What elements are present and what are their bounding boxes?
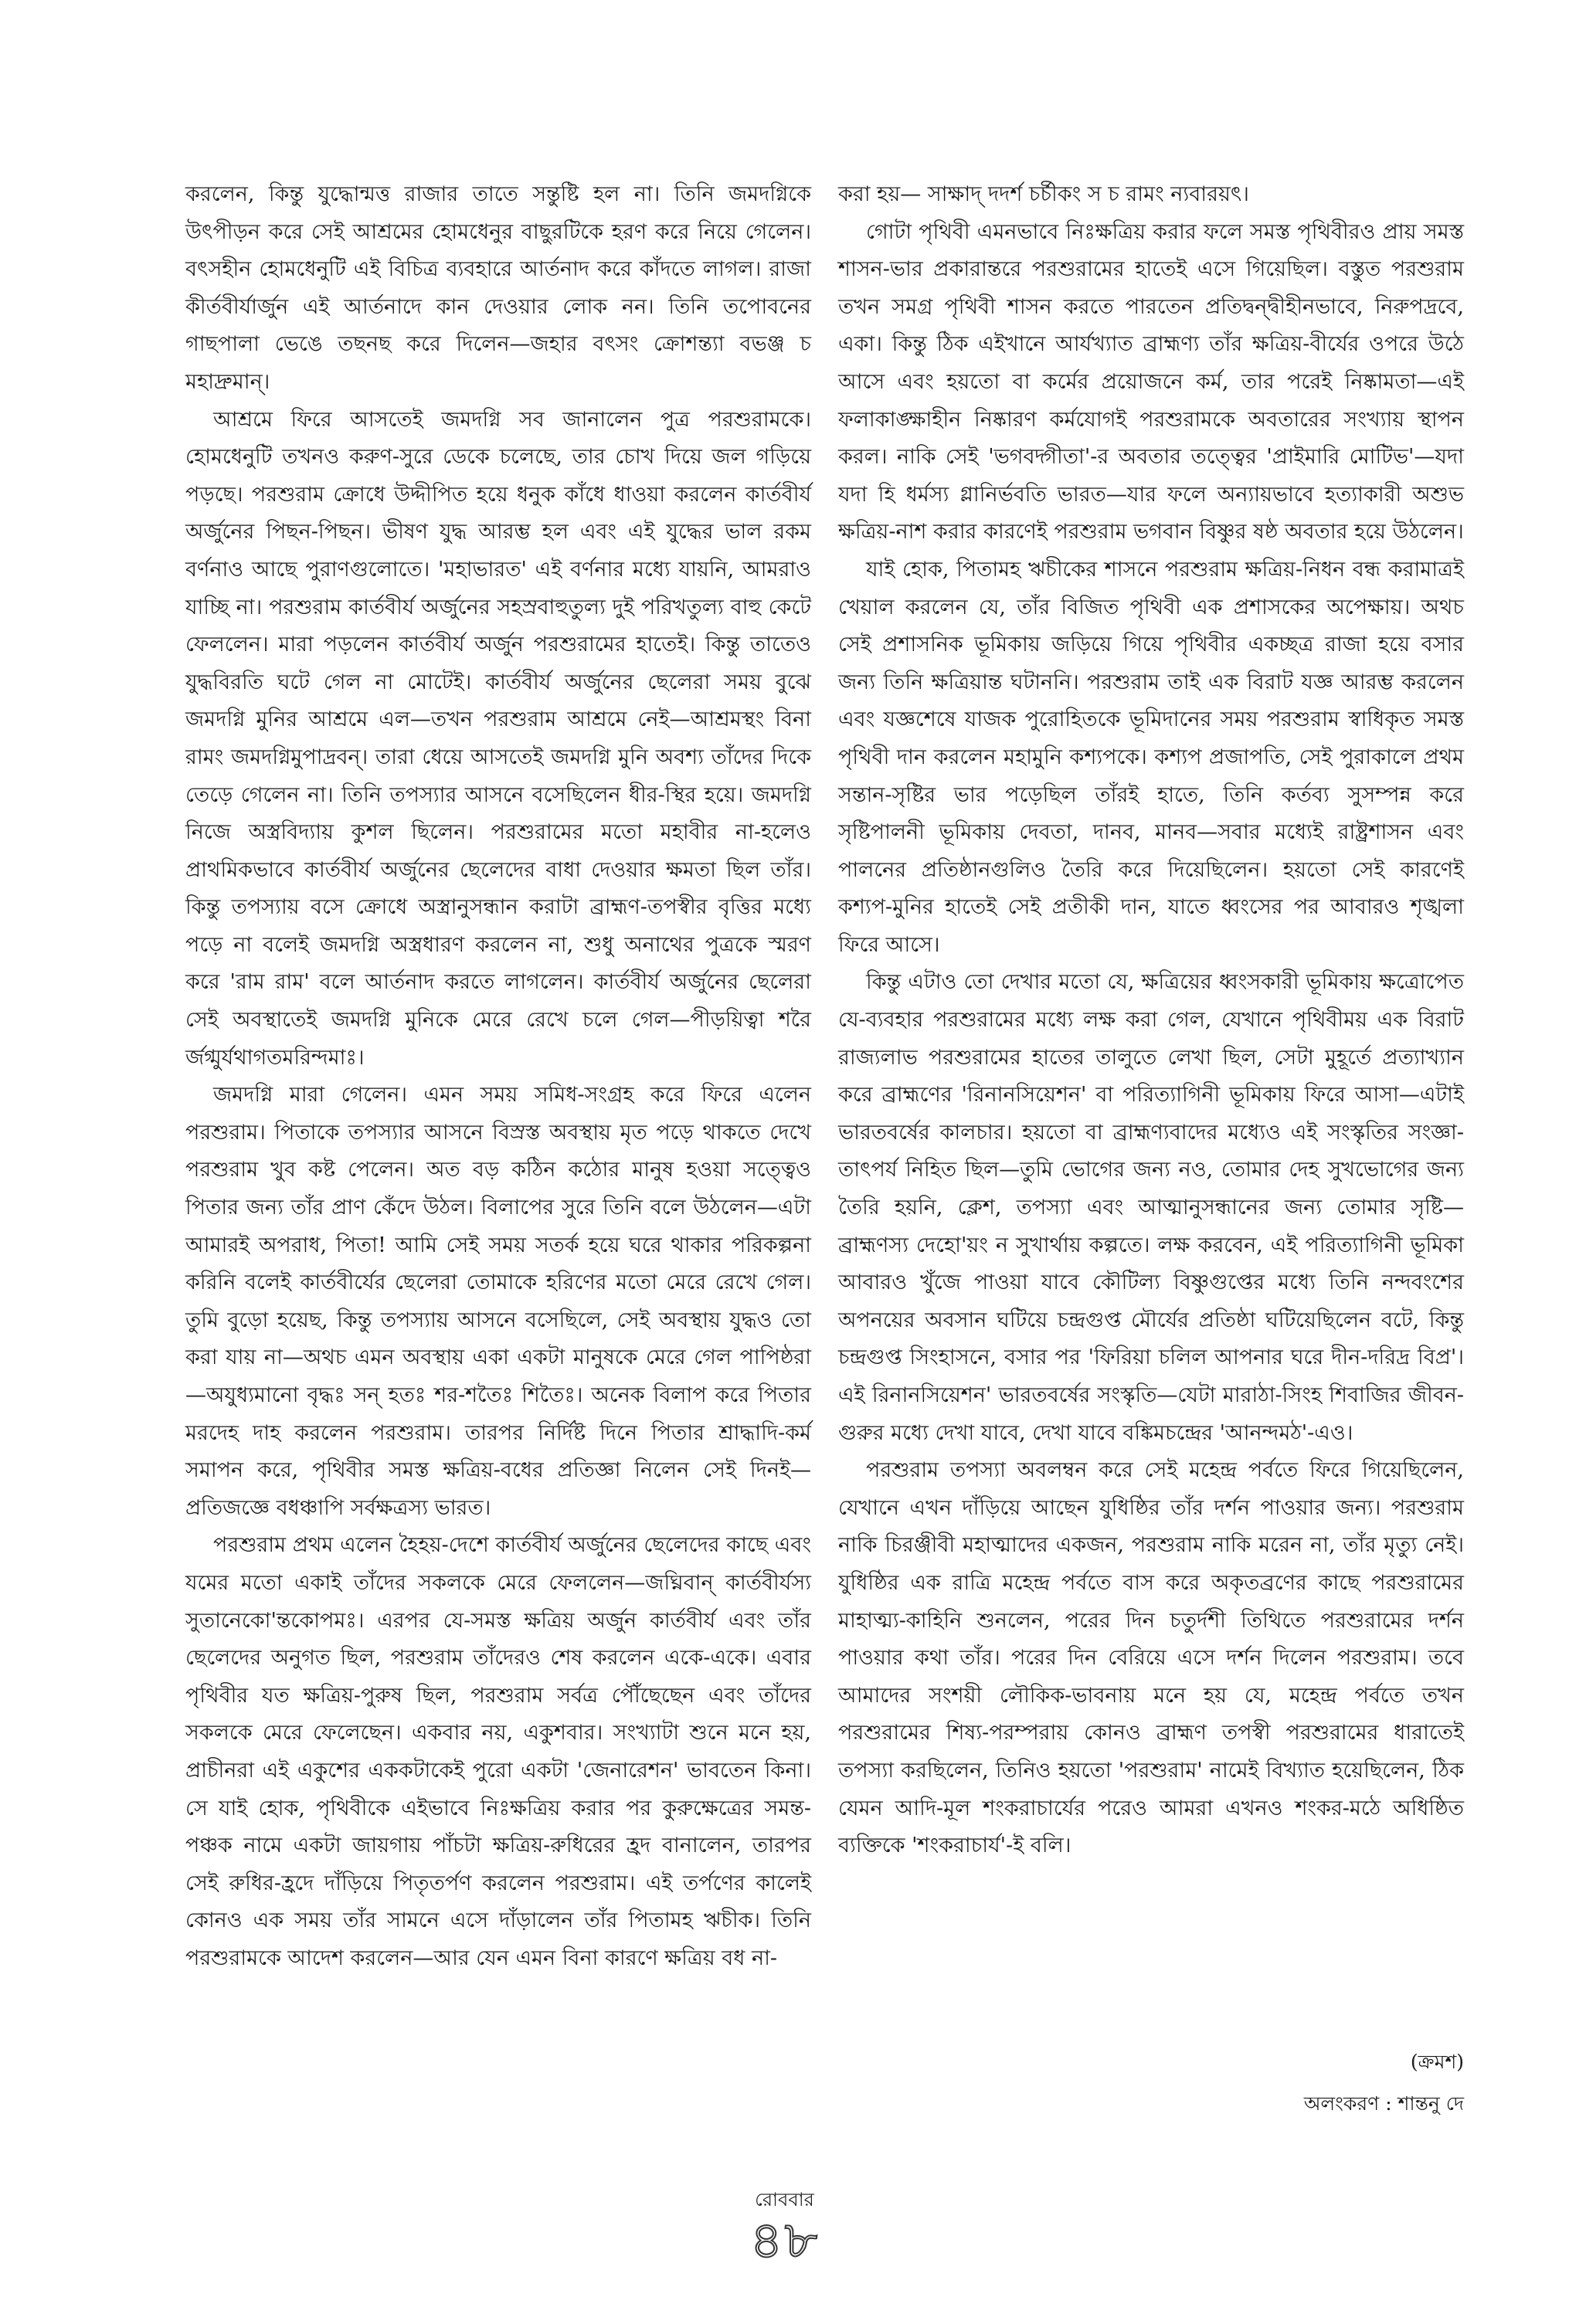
left-column	[185, 176, 811, 1978]
paragraph: করলেন, কিন্তু যুদ্ধোন্মত্ত রাজার তাতে সন্তুষ্টি হল না। তিনি জমদগ্নিকে উৎপীড়ন করে সেই আশ্রমের হোমধেনুর বাছুরটিকে হরণ করে নিয়ে গেলেন। বৎসহীন হোমধেনুটি এই বিচিত্র ব্যবহারে আর্তনাদ করে কাঁদতে লাগল। রাজা কীর্তবীর্যার্জুন এই আর্তনাদে কান দেওয়ার লোক নন। তিনি তপোবনের গাছপালা ভেঙে তছনছ করে দিলেন—জহার বৎসং ক্রোশন্ত্যা বভঞ্জ চ মহাদ্রুমান্।	[185, 182, 811, 394]
paragraph: যাই হোক, পিতামহ ঋচীকের শাসনে পরশুরাম ক্ষত্রিয়-নিধন বন্ধ করামাত্রই খেয়াল করলেন যে, তাঁর বিজিত পৃথিবী এক প্রশাসকের অপেক্ষায়। অথচ সেই প্রশাসনিক ভূমিকায় জড়িয়ে গিয়ে পৃথিবীর একচ্ছত্র রাজা হয়ে বসার জন্য তিনি ক্ষত্রিয়ান্ত ঘটাননি। পরশুরাম তাই এক বিরাট যজ্ঞ আরম্ভ করলেন এবং যজ্ঞশেষে যাজক পুরোহিতকে ভূমিদানের সময় পরশুরাম স্বাধিকৃত সমস্ত পৃথিবী দান করলেন মহামুনি কশ্যপকে। কশ্যপ প্রজাপতি, সেই পুরাকালে প্রথম সন্তান-সৃষ্টির ভার পড়েছিল তাঁরই হাতে, তিনি কর্তব্য সুসম্পন্ন করে সৃষ্টিপালনী ভূমিকায় দেবতা, দানব, মানব—সবার মধ্যেই রাষ্ট্রশাসন এবং পালনের প্রতিষ্ঠানগুলিও তৈরি করে দিয়েছিলেন। হয়তো সেই কারণেই কশ্যপ-মুনির হাতেই সেই প্রতীকী দান, যাতে ধ্বংসের পর আবারও শৃঙ্খলা ফিরে আসে।	[838, 557, 1464, 957]
magazine-name: রোববার	[755, 2189, 814, 2210]
page-number: ৪৮	[749, 2210, 820, 2270]
paragraph: পরশুরাম তপস্যা অবলম্বন করে সেই মহেন্দ্র পর্বতে ফিরে গিয়েছিলেন, যেখানে এখন দাঁড়িয়ে আছেন যুধিষ্ঠির তাঁর দর্শন পাওয়ার জন্য। পরশুরাম নাকি চিরঞ্জীবী মহাত্মাদের একজন, পরশুরাম নাকি মরেন না, তাঁর মৃত্যু নেই। যুধিষ্ঠির এক রাত্রি মহেন্দ্র পর্বতে বাস করে অকৃতব্রণের কাছে পরশুরামের মাহাত্ম্য-কাহিনি শুনলেন, পরের দিন চতুর্দশী তিথিতে পরশুরামের দর্শন পাওয়ার কথা তাঁর। পরের দিন বেরিয়ে এসে দর্শন দিলেন পরশুরাম। তবে আমাদের সংশয়ী লৌকিক-ভাবনায় মনে হয় যে, মহেন্দ্র পর্বতে তখন পরশুরামের শিষ্য-পরম্পরায় কোনও ব্রাহ্মণ তপস্বী পরশুরামের ধারাতেই তপস্যা করছিলেন, তিনিও হয়তো 'পরশুরাম' নামেই বিখ্যাত হয়েছিলেন, ঠিক যেমন আদি-মূল শংকরাচার্যের পরেও আমরা এখনও শংকর-মঠে অধিষ্ঠিত ব্যক্তিকে 'শংকরাচার্য'-ই বলি।	[838, 1458, 1464, 1858]
illustration-credit: অলংকরণ : শান্তনু দে	[1303, 2092, 1464, 2115]
page-footer	[0, 2186, 1569, 2268]
paragraph: পরশুরাম প্রথম এলেন হৈহয়-দেশে কার্তবীর্য অর্জুনের ছেলেদের কাছে এবং যমের মতো একাই তাঁদের সকলকে মেরে ফেললেন—জঘ্নিবান্ কার্তবীর্যস্য সুতানেকো'ন্তকোপমঃ। এরপর যে-সমস্ত ক্ষত্রিয় অর্জুন কার্তবীর্য এবং তাঁর ছেলেদের অনুগত ছিল, পরশুরাম তাঁদেরও শেষ করলেন একে-একে। এবার পৃথিবীর যত ক্ষত্রিয়-পুরুষ ছিল, পরশুরাম সর্বত্র পৌঁছেছেন এবং তাঁদের সকলকে মেরে ফেলেছেন। একবার নয়, একুশবার। সংখ্যাটা শুনে মনে হয়, প্রাচীনরা এই একুশের এককটাকেই পুরো একটা 'জেনারেশন' ভাবতেন কিনা। সে যাই হোক, পৃথিবীকে এইভাবে নিঃক্ষত্রিয় করার পর কুরুক্ষেত্রের সমন্ত-পঞ্চক নামে একটা জায়গায় পাঁচটা ক্ষত্রিয়-রুধিরের হ্রদ বানালেন, তারপর সেই রুধির-হ্রদে দাঁড়িয়ে পিতৃতর্পণ করলেন পরশুরাম। এই তর্পণের কালেই কোনও এক সময় তাঁর সামনে এসে দাঁড়ালেন তাঁর পিতামহ ঋচীক। তিনি পরশুরামকে আদেশ করলেন—আর যেন এমন বিনা কারণে ক্ষত্রিয় বধ না-	[185, 1533, 811, 1970]
paragraph: জমদগ্নি মারা গেলেন। এমন সময় সমিধ-সংগ্রহ করে ফিরে এলেন পরশুরাম। পিতাকে তপস্যার আসনে বিস্রস্ত অবস্থায় মৃত পড়ে থাকতে দেখে পরশুরাম খুব কষ্ট পেলেন। অত বড় কঠিন কঠোর মানুষ হওয়া সত্ত্বেও পিতার জন্য তাঁর প্রাণ কেঁদে উঠল। বিলাপের সুরে তিনি বলে উঠলেন—এটা আমারই অপরাধ, পিতা! আমি সেই সময় সতর্ক হয়ে ঘরে থাকার পরিকল্পনা করিনি বলেই কার্তবীর্যের ছেলেরা তোমাকে হরিণের মতো মেরে রেখে গেল। তুমি বুড়ো হয়েছ, কিন্তু তপস্যায় আসনে বসেছিলে, সেই অবস্থায় যুদ্ধও তো করা যায় না—অথচ এমন অবস্থায় একা একটা মানুষকে মেরে গেল পাপিষ্ঠরা—অযুধ্যমানো বৃদ্ধঃ সন্ হতঃ শর-শতৈঃ শিতৈঃ। অনেক বিলাপ করে পিতার মরদেহ দাহ করলেন পরশুরাম। তারপর নির্দিষ্ট দিনে পিতার শ্রাদ্ধাদি-কর্ম সমাপন করে, পৃথিবীর সমস্ত ক্ষত্রিয়-বধের প্রতিজ্ঞা নিলেন সেই দিনই—প্রতিজজ্ঞে বধঞ্চাপি সর্বক্ষত্রস্য ভারত।	[185, 1083, 811, 1520]
paragraph: গোটা পৃথিবী এমনভাবে নিঃক্ষত্রিয় করার ফলে সমস্ত পৃথিবীরও প্রায় সমস্ত শাসন-ভার প্রকারান্তরে পরশুরামের হাতেই এসে গিয়েছিল। বস্তুত পরশুরাম তখন সমগ্র পৃথিবী শাসন করতে পারতেন প্রতিদ্বন্দ্বীহীনভাবে, নিরুপদ্রবে, একা। কিন্তু ঠিক এইখানে আর্যখ্যাত ব্রাহ্মণ্য তাঁর ক্ষত্রিয়-বীর্যের ওপরে উঠে আসে এবং হয়তো বা কর্মের প্রয়োজনে কর্ম, তার পরেই নিষ্কামতা—এই ফলাকাঙ্ক্ষাহীন নিষ্কারণ কর্মযোগই পরশুরামকে অবতারের সংখ্যায় স্থাপন করল। নাকি সেই 'ভগবদ্গীতা'-র অবতার তত্ত্বের 'প্রাইমারি মোটিভ'—যদা যদা হি ধর্মস্য গ্লানির্ভবতি ভারত—যার ফলে অন্যায়ভাবে হত্যাকারী অশুভ ক্ষত্রিয়-নাশ করার কারণেই পরশুরাম ভগবান বিষ্ণুর ষষ্ঠ অবতার হয়ে উঠলেন।	[838, 219, 1464, 545]
paragraph: করা হয়— সাক্ষাদ্ দদর্শ চর্চীকং স চ রামং ন্যবারয়ৎ।	[838, 182, 1249, 206]
paragraph: কিন্তু এটাও তো দেখার মতো যে, ক্ষত্রিয়ের ধ্বংসকারী ভূমিকায় ক্ষত্রোপেত যে-ব্যবহার পরশুরামের মধ্যে লক্ষ করা গেল, যেখানে পৃথিবীময় এক বিরাট রাজ্যলাভ পরশুরামের হাতের তালুতে লেখা ছিল, সেটা মুহূর্তে প্রত্যাখ্যান করে ব্রাহ্মণের 'রিনানসিয়েশন' বা পরিত্যাগিনী ভূমিকায় ফিরে আসা—এটাই ভারতবর্ষের কালচার। হয়তো বা ব্রাহ্মণ্যবাদের মধ্যেও এই সংস্কৃতির সংজ্ঞা-তাৎপর্য নিহিত ছিল—তুমি ভোগের জন্য নও, তোমার দেহ সুখভোগের জন্য তৈরি হয়নি, ক্লেশ, তপস্যা এবং আত্মানুসন্ধানের জন্য তোমার সৃষ্টি—ব্রাহ্মণস্য দেহো'য়ং ন সুখার্থায় কল্পতে। লক্ষ করবেন, এই পরিত্যাগিনী ভূমিকা আবারও খুঁজে পাওয়া যাবে কৌটিল্য বিষ্ণুগুপ্তের মধ্যে তিনি নন্দবংশের অপনয়ের অবসান ঘটিয়ে চন্দ্রগুপ্ত মৌর্যের প্রতিষ্ঠা ঘটিয়েছিলেন বটে, কিন্তু চন্দ্রগুপ্ত সিংহাসনে, বসার পর 'ফিরিয়া চলিল আপনার ঘরে দীন-দরিদ্র বিপ্র'। এই রিনানসিয়েশন' ভারতবর্ষের সংস্কৃতি—যেটা মারাঠা-সিংহ শিবাজির জীবন-গুরুর মধ্যে দেখা যাবে, দেখা যাবে বঙ্কিমচন্দ্রের 'আনন্দমঠ'-এও।	[838, 970, 1464, 1445]
to-be-continued-note: (ক্রমশ)	[1410, 2051, 1464, 2073]
right-column	[838, 176, 1464, 1865]
paragraph: আশ্রমে ফিরে আসতেই জমদগ্নি সব জানালেন পুত্র পরশুরামকে। হোমধেনুটি তখনও করুণ-সুরে ডেকে চলেছে, তার চোখ দিয়ে জল গড়িয়ে পড়ছে। পরশুরাম ক্রোধে উদ্দীপিত হয়ে ধনুক কাঁধে ধাওয়া করলেন কার্তবীর্য অর্জুনের পিছন-পিছন। ভীষণ যুদ্ধ আরম্ভ হল এবং এই যুদ্ধের ভাল রকম বর্ণনাও আছে পুরাণগুলোতে। 'মহাভারত' এই বর্ণনার মধ্যে যায়নি, আমরাও যাচ্ছি না। পরশুরাম কার্তবীর্য অর্জুনের সহস্রবাহুতুল্য দুই পরিখতুল্য বাহু কেটে ফেললেন। মারা পড়লেন কার্তবীর্য অর্জুন পরশুরামের হাতেই। কিন্তু তাতেও যুদ্ধবিরতি ঘটে গেল না মোটেই। কার্তবীর্য অর্জুনের ছেলেরা সময় বুঝে জমদগ্নি মুনির আশ্রমে এল—তখন পরশুরাম আশ্রমে নেই—আশ্রমস্থং বিনা রামং জমদগ্নিমুপাদ্রবন্। তারা ধেয়ে আসতেই জমদগ্নি মুনি অবশ্য তাঁদের দিকে তেড়ে গেলেন না। তিনি তপস্যার আসনে বসেছিলেন ধীর-স্থির হয়ে। জমদগ্নি নিজে অস্ত্রবিদ্যায় কুশল ছিলেন। পরশুরামের মতো মহাবীর না-হলেও প্রাথমিকভাবে কার্তবীর্য অর্জুনের ছেলেদের বাধা দেওয়ার ক্ষমতা ছিল তাঁর। কিন্তু তপস্যায় বসে ক্রোধে অস্ত্রানুসন্ধান করাটা ব্রাহ্মণ-তপস্বীর বৃত্তির মধ্যে পড়ে না বলেই জমদগ্নি অস্ত্রধারণ করলেন না, শুধু অনাথের পুত্রকে স্মরণ করে 'রাম রাম' বলে আর্তনাদ করতে লাগলেন। কার্তবীর্য অর্জুনের ছেলেরা সেই অবস্থাতেই জমদগ্নি মুনিকে মেরে রেখে চলে গেল—পীড়য়িত্বা শরৈ র্জগ্মুর্যথাগতমরিন্দমাঃ।	[185, 407, 811, 1070]
